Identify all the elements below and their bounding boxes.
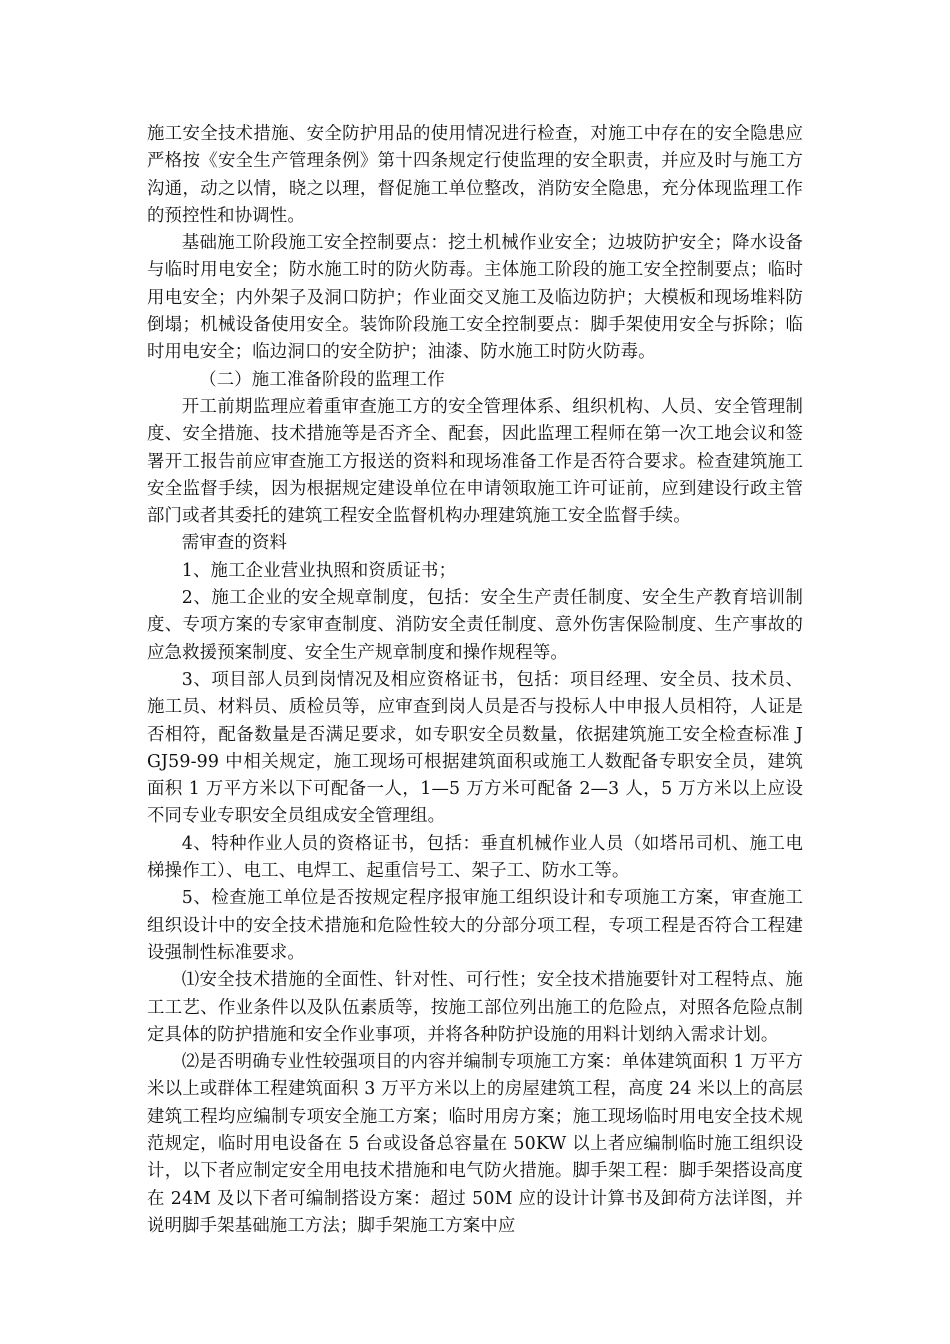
list-item-5: 5、检查施工单位是否按规定程序报审施工组织设计和专项施工方案，审查施工组织设计中的安全技术措施和危险性较大的分部分项工程，专项工程是否符合工程建设强制性标准要求。 [147,888,803,963]
list-item-2: 2、施工企业的安全规章制度，包括：安全生产责任制度、安全生产教育培训制度、专项方案的专家审查制度、消防安全责任制度、意外伤害保险制度、生产事故的应急救援预案制度、安全生产规章制度和操作规程等。 [147,588,803,663]
list-item-4: 4、特种作业人员的资格证书，包括：垂直机械作业人员（如塔吊司机、施工电梯操作工）、电工、电焊工、起重信号工、架子工、防水工等。 [147,833,803,882]
list-item-3: 3、项目部人员到岗情况及相应资格证书，包括：项目经理、安全员、技术员、施工员、材料员、质检员等，应审查到岗人员是否与投标人中申报人员相符，人证是否相符，配备数量是否满足要求，如专职安全员数量，依据建筑施工安全检查标准 JGJ59-99 中相关规定，施工现场可根据建筑面积或施工人数配备专职安全员，建筑面积 1 万平方米以下可配备一人，1—5 万方米可配备 2—3 人，5 万方米以上应设不同专业专职安全员组成安全管理组。 [147,669,803,827]
sub-item-1: ⑴安全技术措施的全面性、针对性、可行性；安全技术措施要针对工程特点、施工工艺、作业条件以及队伍素质等，按施工部位列出施工的危险点，对照各危险点制定具体的防护措施和安全作业事项，并将各种防护设施的用料计划纳入需求计划。 [147,970,803,1045]
paragraph-safety-inspection: 施工安全技术措施、安全防护用品的使用情况进行检查，对施工中存在的安全隐患应严格按《安全生产管理条例》第十四条规定行使监理的安全职责，并应及时与施工方沟通，动之以情，晓之以理，督促施工单位整改，消防安全隐患，充分体现监理工作的预控性和协调性。 [147,124,803,226]
list-item-1: 1、施工企业营业执照和资质证书； [181,560,457,581]
subheading-documents-to-review: 需审查的资料 [181,533,288,554]
sub-item-2: ⑵是否明确专业性较强项目的内容并编制专项施工方案：单体建筑面积 1 万平方米以上或群体工程建筑面积 3 万平方米以上的房屋建筑工程，高度 24 米以上的高层建筑工程均应编制专项安全施工方案；临时用房方案；施工现场临时用电安全技术规范规定，临时用电设备在 5 台或设备总容量在 50KW 以上者应编制临时施工组织设计，以下者应制定安全用电技术措施和电气防火措施。脚手架工程：脚手架搭设高度在 24M 及以下者可编制搭设方案：超过 50M 应的设计计算书及卸荷方法详图，并说明脚手架基础施工方法；脚手架施工方案中应 [147,1052,803,1236]
paragraph-pre-start-review: 开工前期监理应着重审查施工方的安全管理体系、组织机构、人员、安全管理制度、安全措施、技术措施等是否齐全、配套，因此监理工程师在第一次工地会议和签署开工报告前应审查施工方报送的资料和现场准备工作是否符合要求。检查建筑施工安全监督手续，因为根据规定建设单位在申请领取施工许可证前，应到建设行政主管部门或者其委托的建筑工程安全监督机构办理建筑施工安全监督手续。 [147,396,803,527]
document-page [147,121,803,1240]
section-heading-preparation: （二）施工准备阶段的监理工作 [199,369,445,390]
paragraph-control-points: 基础施工阶段施工安全控制要点：挖土机械作业安全；边坡防护安全；降水设备与临时用电安全；防水施工时的防火防毒。主体施工阶段的施工安全控制要点；临时用电安全；内外架子及洞口防护；作业面交叉施工及临边防护；大模板和现场堆料防倒塌；机械设备使用安全。装饰阶段施工安全控制要点：脚手架使用安全与拆除；临时用电安全；临边洞口的安全防护；油漆、防水施工时防火防毒。 [147,233,803,363]
